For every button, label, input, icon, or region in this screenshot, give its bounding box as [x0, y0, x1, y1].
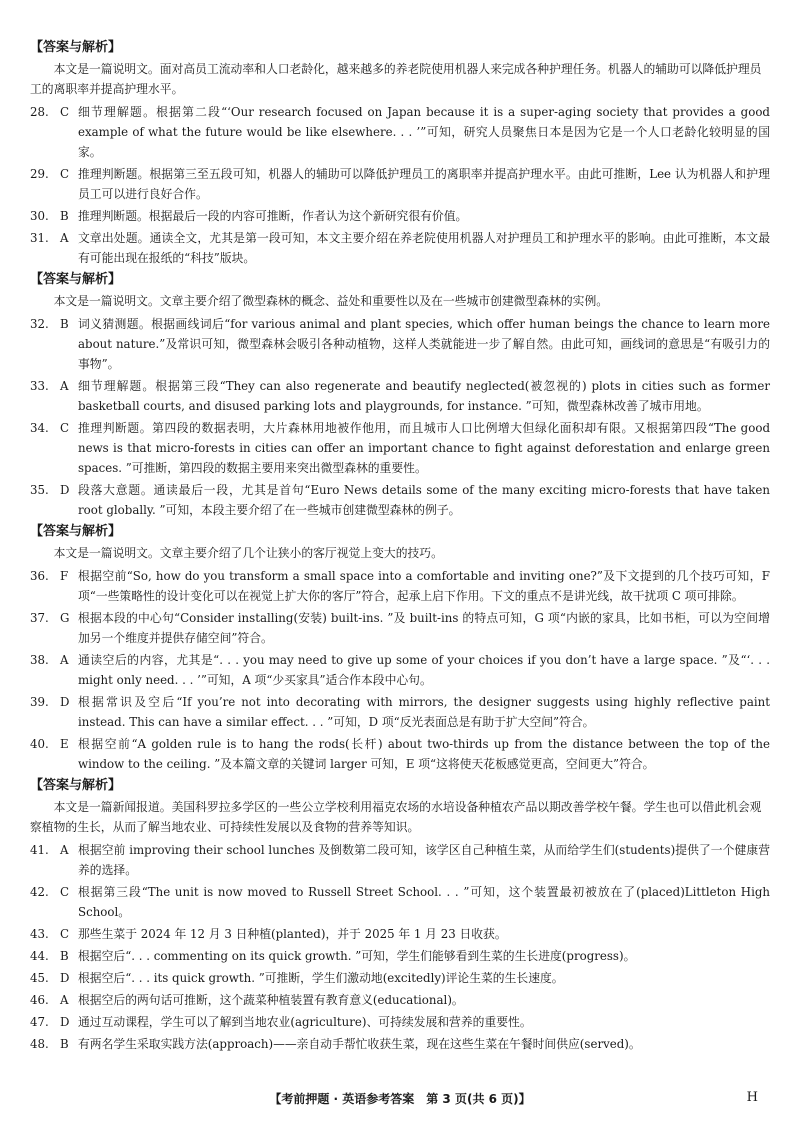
answer-item [30, 164, 770, 204]
explanation-text: 文章出处题。通读全文，尤其是第一段可知，本文主要介绍在养老院使用机器人对护理员工和护理水平的影响。由此可推断，本文最有可能出现在报纸的“科技”版块。 [78, 231, 770, 265]
passage-section [30, 776, 770, 1054]
answer-item [30, 314, 770, 374]
content [30, 38, 770, 1054]
question-number: 45. [30, 971, 49, 985]
section-heading: 【答案与解析】 [30, 40, 122, 55]
answer-item [30, 566, 770, 606]
question-number: 35. [30, 483, 49, 497]
explanation-text: 推理判断题。第四段的数据表明，大片森林用地被作他用，而且城市人口比例增大但绿化面积却有限。又根据第四段“The good news is that micro-forests in cities can offer an important chance to fight against deforestation and enlarge green spaces. ”可推断，第四段的数据主要用来突出微型森林的重要性。 [78, 421, 770, 475]
explanation-text: 根据空后的两句话可推断，这个蔬菜种植装置有教育意义(educational)。 [78, 993, 464, 1007]
explanation-text: 根据第三段“The unit is now moved to Russell Street School. . . ”可知，这个装置最初被放在了(placed)Littleton High School。 [78, 885, 770, 919]
explanation-text: 根据空前“So, how do you transform a small space into a comfortable and inviting one?”及下文提到的几个技巧可知，F 项“一些策略性的设计变化可以在视觉上扩大你的客厅”符合，起承上启下作用。下文的重点不是讲光线，故干扰项 C 项可排除。 [78, 569, 770, 603]
answer-letter: A [60, 653, 69, 667]
answer-item [30, 228, 770, 268]
answer-letter: A [60, 993, 69, 1007]
section-heading: 【答案与解析】 [30, 272, 122, 287]
passage-summary: 本文是一篇说明文。文章主要介绍了微型森林的概念、益处和重要性以及在一些城市创建微型森林的实例。 [53, 294, 609, 308]
answer-letter: A [60, 231, 69, 245]
question-number: 34. [30, 421, 49, 435]
footer-text: 【考前押题 · 英语参考答案 第 3 页(共 6 页)】 [269, 1092, 531, 1106]
answer-item [30, 692, 770, 732]
explanation-text: 有两名学生采取实践方法(approach)——亲自动手帮忙收获生菜，现在这些生菜在午餐时间供应(served)。 [78, 1037, 641, 1051]
explanation-text: 根据本段的中心句“Consider installing(安装) built-ins. ”及 built-ins 的特点可知，G 项“内嵌的家具，比如书柜，可以为空间增加另一个维度并提供存储空间”符合。 [78, 611, 770, 645]
question-number: 40. [30, 737, 49, 751]
answer-letter: A [60, 379, 69, 393]
answer-item [30, 650, 770, 690]
page-footer [30, 1090, 770, 1107]
answer-letter: A [60, 843, 69, 857]
answer-item [30, 734, 770, 774]
answer-letter: B [60, 1037, 69, 1051]
explanation-text: 细节理解题。根据第二段“‘Our research focused on Japan because it is a super-aging society that provides a good example of what the future would be like elsewhere. . . ’”可知，研究人员聚焦日本是因为它是一个人口老龄化较明显的国家。 [78, 105, 770, 159]
answer-letter: D [60, 971, 70, 985]
answer-item [30, 376, 770, 416]
explanation-text: 那些生菜于 2024 年 12 月 3 日种植(planted)，并于 2025 年 1 月 23 日收获。 [78, 927, 507, 941]
answer-letter: B [60, 209, 69, 223]
passage-summary: 本文是一篇新闻报道。美国科罗拉多学区的一些公立学校利用福克农场的水培设备种植农产品以期改善学校午餐。学生也可以借此机会观察植物的生长，从而了解当地农业、可持续性发展以及食物的营养等知识。 [30, 800, 762, 834]
question-number: 28. [30, 105, 49, 119]
explanation-text: 通读空后的内容，尤其是“. . . you may need to give up some of your choices if you don’t have a large space. ”及“‘. . . might only need. . . ’”可知，A 项“少买家具”适合作本段中心句。 [78, 653, 770, 687]
passage-section [30, 270, 770, 520]
question-number: 29. [30, 167, 49, 181]
answer-letter: C [60, 167, 70, 181]
explanation-text: 根据常识及空后“If you’re not into decorating with mirrors, the designer suggests using highly reflective paint instead. This can have a similar effect. . . ”可知，D 项“反光表面总是有助于扩大空间”符合。 [78, 695, 770, 729]
version-mark: H [746, 1090, 758, 1105]
section-heading: 【答案与解析】 [30, 778, 122, 793]
question-number: 37. [30, 611, 49, 625]
answer-letter: C [60, 885, 70, 899]
answer-letter: D [60, 1015, 70, 1029]
question-number: 33. [30, 379, 49, 393]
answer-item [30, 102, 770, 162]
passage-summary: 本文是一篇说明文。文章主要介绍了几个让狭小的客厅视觉上变大的技巧。 [53, 546, 443, 560]
question-number: 32. [30, 317, 49, 331]
question-number: 30. [30, 209, 49, 223]
answer-item [30, 1034, 770, 1054]
question-number: 43. [30, 927, 49, 941]
explanation-text: 根据空前“A golden rule is to hang the rods(长杆) about two-thirds up from the distance between the top of the window to the ceiling. ”及本篇文章的关键词 larger 可知，E 项“这将使天花板感觉更高，空间更大”符合。 [78, 737, 770, 771]
question-number: 48. [30, 1037, 49, 1051]
explanation-text: 根据空前 improving their school lunches 及倒数第二段可知，该学区自己种植生菜，从而给学生们(students)提供了一个健康营养的选择。 [78, 843, 770, 877]
explanation-text: 根据空后“. . . its quick growth. ”可推断，学生们激动地(excitedly)评论生菜的生长速度。 [78, 971, 564, 985]
answer-letter: D [60, 483, 70, 497]
answer-item [30, 840, 770, 880]
question-number: 36. [30, 569, 49, 583]
section-heading: 【答案与解析】 [30, 524, 122, 539]
answer-letter: F [60, 569, 69, 583]
explanation-text: 词义猜测题。根据画线词后“for various animal and plant species, which offer human beings the chance to learn more about nature.”及常识可知，微型森林会吸引各种动植物，这样人类就能进一步了解自然。由此可知，画线词的意思是“有吸引力的事物”。 [78, 317, 770, 371]
answer-item [30, 946, 770, 966]
answer-letter: C [60, 927, 70, 941]
explanation-text: 通过互动课程，学生可以了解到当地农业(agriculture)、可持续发展和营养的重要性。 [78, 1015, 532, 1029]
answer-letter: C [60, 421, 70, 435]
answer-item [30, 608, 770, 648]
question-number: 42. [30, 885, 49, 899]
explanation-text: 推理判断题。根据第三至五段可知，机器人的辅助可以降低护理员工的离职率并提高护理水平。由此可推断，Lee 认为机器人和护理员工可以进行良好合作。 [78, 167, 770, 201]
answer-item [30, 1012, 770, 1032]
question-number: 47. [30, 1015, 49, 1029]
passage-summary: 本文是一篇说明文。面对高员工流动率和人口老龄化，越来越多的养老院使用机器人来完成各种护理任务。机器人的辅助可以降低护理员工的离职率并提高护理水平。 [30, 62, 762, 96]
answer-item [30, 968, 770, 988]
answer-letter: D [60, 695, 70, 709]
answer-item [30, 990, 770, 1010]
answer-item [30, 480, 770, 520]
answer-item [30, 882, 770, 922]
answer-letter: E [60, 737, 69, 751]
explanation-text: 推理判断题。根据最后一段的内容可推断，作者认为这个新研究很有价值。 [78, 209, 468, 223]
explanation-text: 段落大意题。通读最后一段，尤其是首句“Euro News details some of the many exciting micro-forests that have taken root globally. ”可知，本段主要介绍了在一些城市创建微型森林的例子。 [78, 483, 770, 517]
explanation-text: 根据空后“. . . commenting on its quick growth. ”可知，学生们能够看到生菜的生长进度(progress)。 [78, 949, 636, 963]
question-number: 39. [30, 695, 49, 709]
answer-letter: G [60, 611, 70, 625]
answer-item [30, 206, 770, 226]
answer-letter: B [60, 317, 69, 331]
question-number: 31. [30, 231, 49, 245]
explanation-text: 细节理解题。根据第三段“They can also regenerate and beautify neglected(被忽视的) plots in cities such as former basketball courts, and disused parking lots and playgrounds, for instance. ”可知，微型森林改善了城市用地。 [78, 379, 770, 413]
question-number: 41. [30, 843, 49, 857]
question-number: 38. [30, 653, 49, 667]
passage-section [30, 38, 770, 268]
answer-letter: C [60, 105, 70, 119]
question-number: 46. [30, 993, 49, 1007]
answer-item [30, 418, 770, 478]
answer-letter: B [60, 949, 69, 963]
question-number: 44. [30, 949, 49, 963]
answer-item [30, 924, 770, 944]
passage-section [30, 522, 770, 774]
